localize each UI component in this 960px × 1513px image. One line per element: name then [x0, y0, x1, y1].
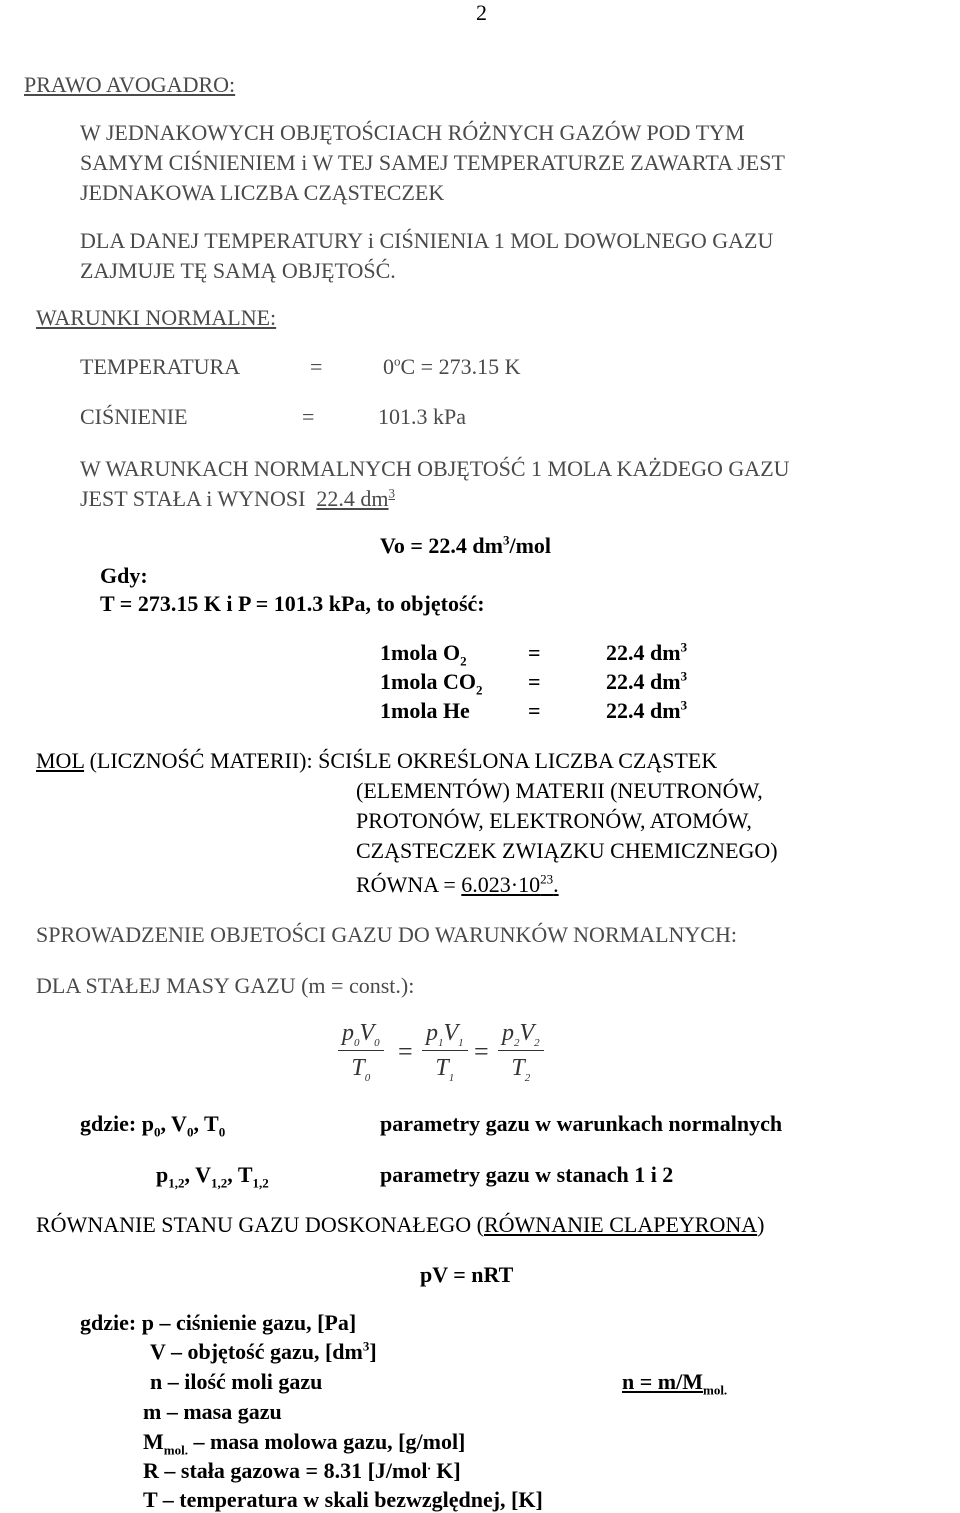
avogadro-law-line-3: JEDNAKOWA LICZBA CZĄSTECZEK [80, 180, 445, 205]
var-volume: V – objętość gazu, $[dm^3]$ [150, 1338, 377, 1364]
var-molar-mass: $M_{mol.}$ – masa molowa gazu, [g/mol] [143, 1429, 466, 1458]
formula-equals-2: = [474, 1037, 489, 1066]
state-params-label: $p_{1,2}$, $V_{1,2}$, $T_{1,2}$ [156, 1162, 269, 1191]
var-mass: m – masa gazu [143, 1399, 282, 1424]
mol-definition-line-4: CZĄSTECZEK ZWIĄZKU CHEMICZNEGO) [356, 838, 778, 863]
pressure-equals: = [302, 404, 315, 429]
page-number: 2 [476, 0, 487, 25]
constant-mass-line: DLA STAŁEJ MASY GAZU (m = const.): [36, 973, 415, 998]
moles-formula: $n = m/M_{mol.}$ [622, 1369, 728, 1398]
normal-params-desc: parametry gazu w warunkach normalnych [380, 1111, 783, 1136]
example-o2-name: 1mola $O_2$ [380, 640, 467, 669]
normal-conditions-heading: WARUNKI NORMALNE: [36, 305, 277, 330]
temperature-value: $0^oC = 273.15$ K [383, 353, 521, 379]
avogadro-law-line-1: W JEDNAKOWYCH OBJĘTOŚCIACH RÓŻNYCH GAZÓW POD TYM [80, 120, 745, 145]
state-params-desc: parametry gazu w stanach 1 i 2 [380, 1162, 674, 1187]
var-gas-constant: R – stała gazowa = 8.31 [J/mol. K] [143, 1457, 461, 1483]
var-moles: n – ilość moli gazu [150, 1369, 323, 1394]
normal-volume-line-2: JEST STAŁA i WYNOSI 22.4 $dm^3$ [80, 485, 396, 511]
var-pressure: gdzie: p – ciśnienie gazu, [Pa] [80, 1310, 357, 1335]
example-o2-value: 22.4 $dm^3$ [606, 639, 688, 665]
ideal-gas-heading: RÓWNANIE STANU GAZU DOSKONAŁEGO (RÓWNANIE CLAPEYRONA) [36, 1212, 765, 1237]
example-he-name: 1mola He [380, 698, 470, 723]
mol-term: MOL [36, 748, 85, 773]
normal-volume-line-1: W WARUNKACH NORMALNYCH OBJĘTOŚĆ 1 MOLA KAŻDEGO GAZU [80, 456, 790, 481]
molar-volume-formula: Vo = 22.4 $dm^3$/mol [380, 532, 552, 558]
pressure-value: 101.3 kPa [378, 404, 466, 429]
temperature-equals: = [310, 354, 323, 379]
ideal-gas-equation: pV = nRT [420, 1262, 514, 1287]
example-co2-value: 22.4 $dm^3$ [606, 668, 688, 694]
temperature-label: TEMPERATURA [80, 354, 241, 379]
pressure-label: CIŚNIENIE [80, 404, 188, 429]
reduction-heading: SPROWADZENIE OBJETOŚCI GAZU DO WARUNKÓW NORMALNYCH: [36, 922, 737, 947]
molar-volume-line-1: DLA DANEJ TEMPERATURY i CIŚNIENIA 1 MOL DOWOLNEGO GAZU [80, 228, 774, 253]
molar-volume-line-2: ZAJMUJE TĘ SAMĄ OBJĘTOŚĆ. [80, 258, 396, 283]
condition-line: T = 273.15 K i P = 101.3 kPa, to objętość: [100, 591, 485, 616]
avogadro-heading: PRAWO AVOGADRO: [24, 72, 236, 97]
avogadro-law-line-2: SAMYM CIŚNIENIEM i W TEJ SAMEJ TEMPERATURZE ZAWARTA JEST [80, 150, 785, 175]
mol-definition-line-2: (ELEMENTÓW) MATERII (NEUTRONÓW, [356, 778, 763, 803]
normal-params-label: gdzie: $p_0$, $V_0$, $T_0$ [80, 1111, 226, 1140]
example-o2-equals: = [528, 640, 541, 665]
gdy-label: Gdy: [100, 563, 148, 588]
var-temperature: T – temperatura w skali bezwzględnej, [K] [143, 1487, 543, 1512]
mol-definition-first-line: MOL (LICZNOŚĆ MATERII): ŚCIŚLE OKREŚLONA LICZBA CZĄSTEK [36, 748, 718, 773]
example-co2-name: 1mola $CO_2$ [380, 669, 483, 698]
formula-equals-1: = [398, 1037, 413, 1066]
fraction-normal: $\frac{p_0V_0}{T_0}$ [338, 1020, 384, 1082]
example-co2-equals: = [528, 669, 541, 694]
example-he-value: 22.4 $dm^3$ [606, 697, 688, 723]
fraction-state-2: $\frac{p_2V_2}{T_2}$ [498, 1020, 544, 1082]
avogadro-number-line: RÓWNA = $6.023\cdot 10^{23}$. [356, 871, 559, 897]
example-he-equals: = [528, 698, 541, 723]
mol-definition-line-3: PROTONÓW, ELEKTRONÓW, ATOMÓW, [356, 808, 752, 833]
fraction-state-1: $\frac{p_1V_1}{T_1}$ [422, 1020, 468, 1082]
